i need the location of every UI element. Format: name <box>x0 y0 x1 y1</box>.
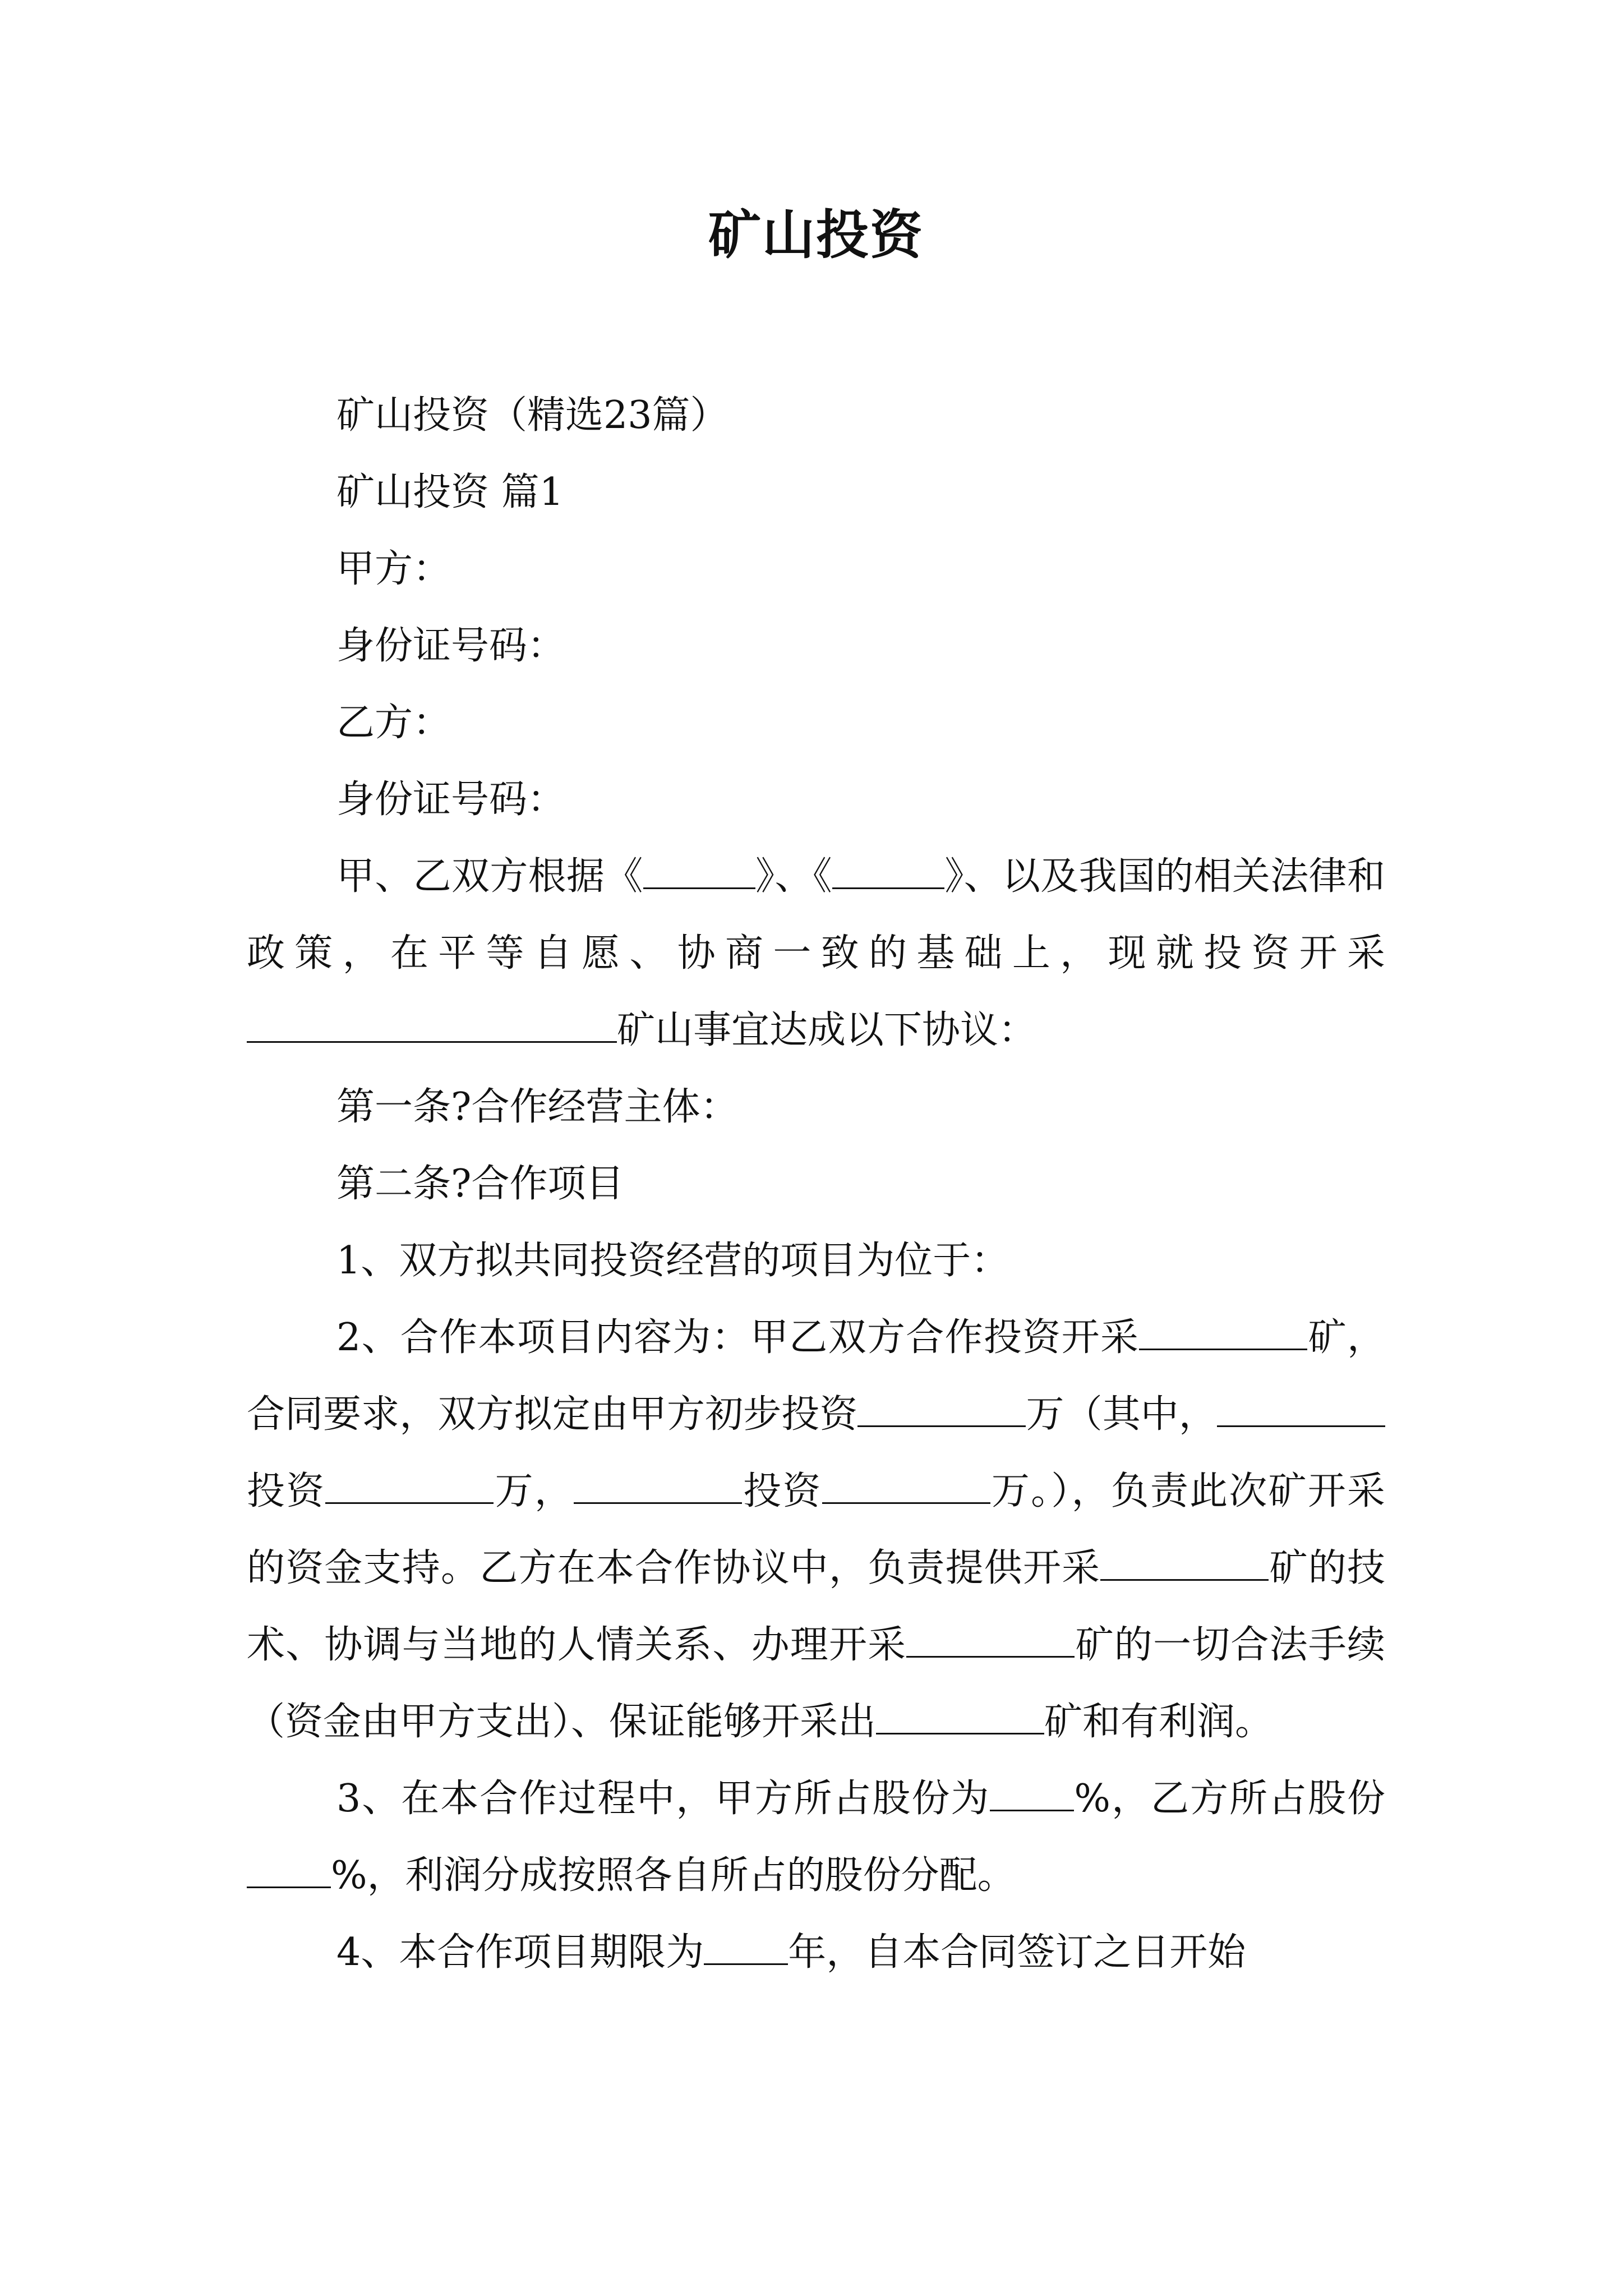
text-run: 年，自本合同签订之日开始 <box>788 1930 1246 1975</box>
blank-line <box>822 1469 990 1504</box>
blank-line <box>1217 1392 1385 1427</box>
text-run: 》、《 <box>755 854 832 899</box>
paragraph-item-1: 1、双方拟共同投资经营的项目为位于： <box>336 1239 1009 1283</box>
paragraph-item-3 <box>247 1760 1385 1914</box>
text-run: 投资 <box>742 1469 822 1513</box>
paragraph-party-b-id: 身份证号码： <box>336 777 566 822</box>
paragraph-article-heading: 矿山投资 篇1 <box>336 470 564 514</box>
text-run: 》、以及我国的相关法律和政策，在平等自愿、协商一致的基础上，现就投资开采 <box>247 854 1385 976</box>
blank-line <box>990 1776 1074 1811</box>
document-title: 矿山投资 <box>708 205 924 266</box>
paragraph-item-2 <box>247 1299 1385 1760</box>
blank-line <box>832 854 944 889</box>
text-run: %，利润分成按照各自所占的股份分配。 <box>331 1853 1016 1898</box>
blank-line <box>1139 1315 1307 1350</box>
paragraph-party-a-id: 身份证号码： <box>336 624 566 668</box>
text-run: 万。），负责此次矿开采的资金支持。乙方在本合作协议中，负责提供开采 <box>247 1469 1385 1590</box>
paragraph-article-1: 第一条?合作经营主体： <box>336 1085 739 1129</box>
blank-line <box>1100 1545 1269 1581</box>
paragraph-item-4 <box>247 1914 1385 1991</box>
blank-line <box>643 854 755 889</box>
text-run: 2、合作本项目内容为：甲乙双方合作投资开采 <box>336 1315 1140 1360</box>
text-run: 矿和有利润。 <box>1044 1700 1274 1744</box>
paragraph-collection-title: 矿山投资（精选23篇） <box>336 393 728 438</box>
blank-line <box>906 1622 1075 1658</box>
blank-line <box>325 1469 494 1504</box>
text-run: 4、本合作项目期限为 <box>336 1930 704 1975</box>
paragraph-party-b: 乙方： <box>336 701 451 745</box>
paragraph-article-2: 第二条?合作项目 <box>336 1162 624 1206</box>
blank-line <box>247 1007 617 1043</box>
text-run: 矿的技术、协调与当地的人情关系、办理开采 <box>247 1546 1385 1667</box>
blank-line <box>876 1699 1044 1734</box>
text-run: 3、在本合作过程中，甲方所占股份为 <box>336 1777 990 1821</box>
document-body <box>247 377 1385 1991</box>
text-run: 甲、乙双方根据《 <box>336 854 643 899</box>
paragraph-preamble <box>247 838 1385 1069</box>
text-run: 矿山事宜达成以下协议： <box>617 1008 1037 1052</box>
blank-line <box>247 1853 331 1888</box>
text-run: 矿，合同要求，双方拟定由甲方初步投资 <box>247 1315 1385 1437</box>
text-run: 投资 <box>247 1469 326 1513</box>
text-run: 万， <box>494 1469 574 1513</box>
paragraph-party-a: 甲方： <box>336 547 451 591</box>
text-run: %，乙方所占股份 <box>1074 1777 1385 1821</box>
text-run: 万（其中， <box>1026 1392 1217 1437</box>
blank-line <box>857 1392 1026 1427</box>
blank-line <box>704 1930 788 1965</box>
text-run: 矿的一切合法手续（资金由甲方支出）、保证能够开采出 <box>247 1623 1385 1744</box>
blank-line <box>574 1469 742 1504</box>
